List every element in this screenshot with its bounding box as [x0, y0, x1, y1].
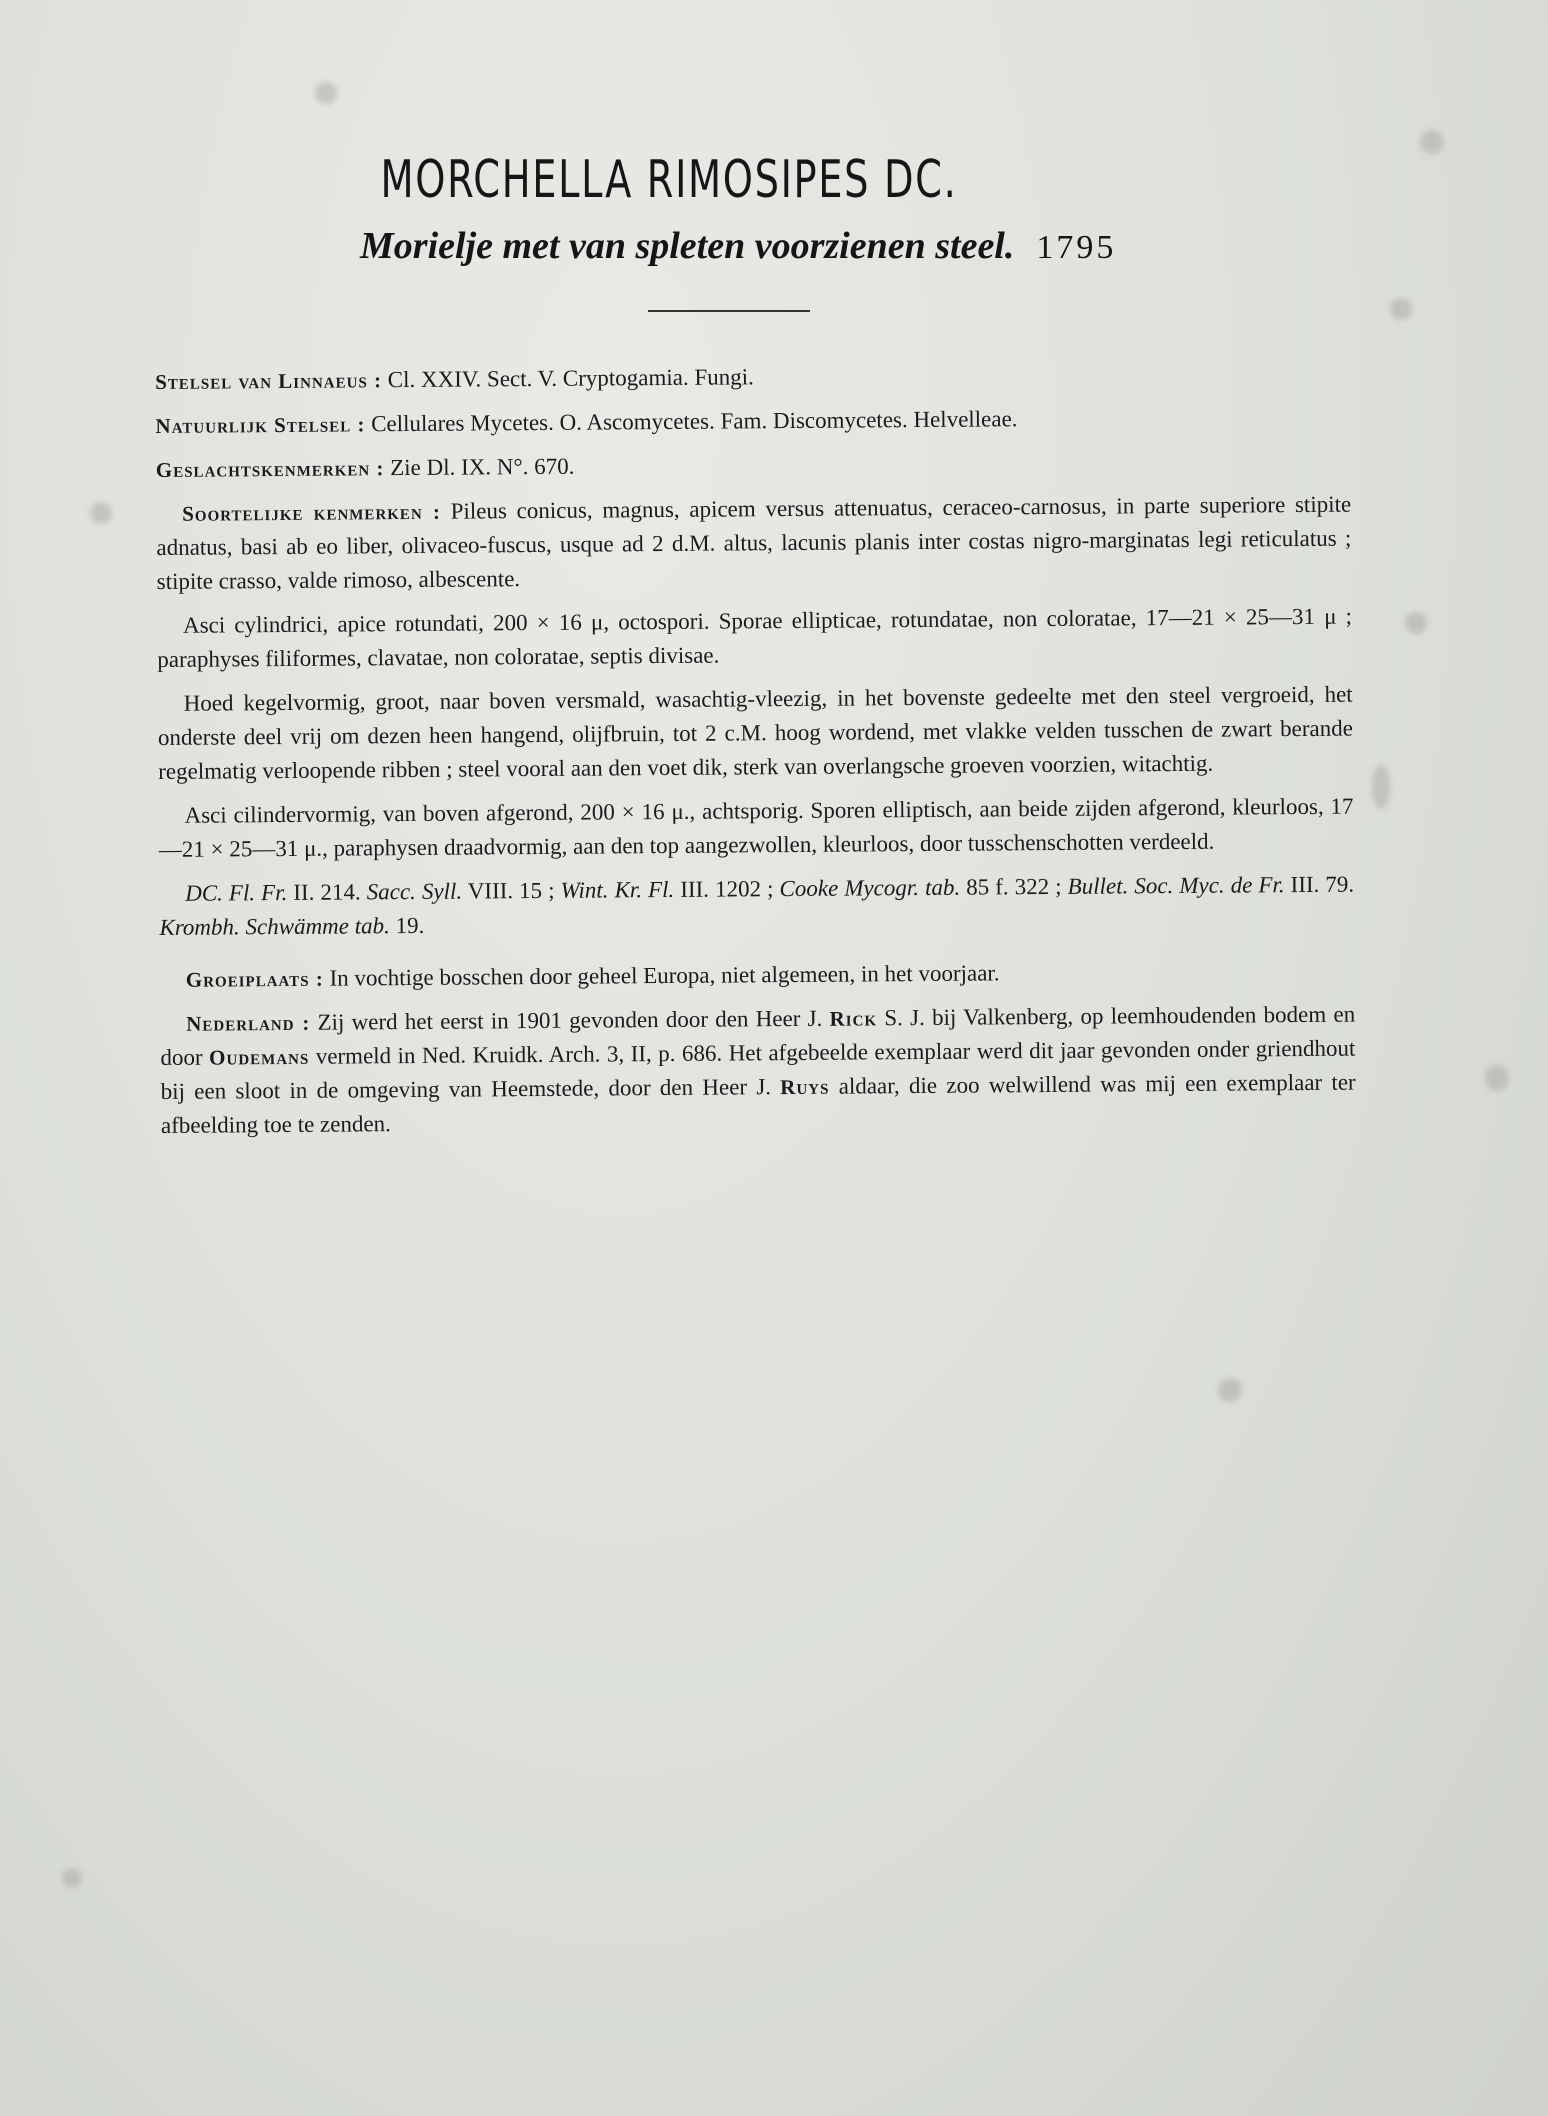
hoed-dutch-paragraph: Hoed kegelvormig, groot, naar boven versmald, wasachtig-vleezig, in het bovenste gedeelte met den steel vergroeid, het onderste deel vrij om dezen heen hangend, olijfbruin, tot 2 c.M. hoog wordend, met vlakke velden tusschen de zwart berande regelmatig verloopende ribben ; steel vooral aan den voet dik, sterk van overlangsche groeven voorzien, witachtig.: [157, 681, 1353, 784]
natuurlijk-stelsel-label: Natuurlijk Stelsel :: [155, 412, 366, 438]
paper-speck: [1372, 765, 1390, 809]
paper-speck: [62, 1868, 82, 1888]
soortelijke-paragraph: [156, 488, 1352, 599]
geslachtskenmerken-label: Geslachtskenmerken :: [155, 456, 385, 482]
reference-title: DC. Fl. Fr.: [185, 879, 288, 906]
page-subtitle: [360, 224, 1260, 268]
paper-speck: [1420, 130, 1444, 154]
reference-value: III. 1202 ;: [674, 876, 780, 902]
reference-title: Wint. Kr. Fl.: [560, 876, 675, 903]
nederland-text: S. J. bij Valkenberg, op leemhoudenden bodem en door: [160, 1001, 1356, 1070]
page-title: MORCHELLA RIMOSIPES DC.: [380, 150, 958, 210]
nederland-label: Nederland :: [186, 1010, 311, 1036]
groeiplaats-label: Groeiplaats :: [185, 966, 324, 992]
reference-value: 85 f. 322 ;: [960, 873, 1062, 900]
references-paragraph: [159, 868, 1354, 945]
stelsel-linnaeus-label: Stelsel van Linnaeus :: [155, 368, 383, 394]
paper-speck: [1405, 612, 1427, 634]
reference-title: Bullet. Soc. Myc. de Fr.: [1067, 872, 1285, 899]
stelsel-linnaeus-text: Cl. XXIV. Sect. V. Cryptogamia. Fungi.: [387, 364, 754, 393]
nederland-text: aldaar, die zoo welwillend was mij een exemplaar ter afbeelding toe te zenden.: [160, 1069, 1356, 1138]
nederland-paragraph: [160, 998, 1356, 1143]
paper-speck: [315, 82, 337, 104]
reference-value: 19.: [389, 912, 425, 939]
reference-title: Sacc. Syll.: [366, 878, 463, 905]
subtitle-text: Morielje met van spleten voorzienen steel.: [360, 225, 1015, 267]
reference-value: VIII. 15 ;: [462, 877, 561, 904]
nederland-text: Zij werd het eerst in 1901 gevonden door den Heer J.: [317, 1005, 830, 1035]
natuurlijk-stelsel-paragraph: [155, 400, 1350, 443]
title-divider: [648, 310, 810, 312]
paper-speck: [1390, 298, 1412, 320]
natuurlijk-stelsel-text: Cellulares Mycetes. O. Ascomycetes. Fam. Discomycetes. Helvelleae.: [371, 406, 1018, 437]
reference-value: III. 79.: [1284, 871, 1355, 898]
paper-speck: [90, 502, 112, 524]
groeiplaats-text: In vochtige bosschen door geheel Europa, niet algemeen, in het voorjaar.: [329, 960, 1000, 991]
person-name: Oudemans: [209, 1044, 310, 1070]
nederland-text: vermeld in Ned. Kruidk. Arch. 3, II, p. 686. Het afgebeelde exemplaar werd dit jaar gevonden onder griendhout bij een sloot in de omgeving van Heemstede, door den Heer J.: [160, 1035, 1356, 1104]
reference-title: Krombh. Schwämme tab.: [159, 913, 390, 940]
description-body: [155, 356, 1356, 1153]
reference-title: Cooke Mycogr. tab.: [779, 874, 961, 902]
soortelijke-text: Pileus conicus, magnus, apicem versus attenuatus, ceraceo-carnosus, in parte superiore stipite adnatus, basi ab eo liber, olivaceo-fuscus, usque ad 2 d.M. altus, lacunis planis inter costas nigro-marginatas legi reticulatus ; stipite crasso, valde rimoso, albescente.: [156, 491, 1352, 594]
asci-dutch-paragraph: Asci cilindervormig, van boven afgerond, 200 × 16 μ., achtsporig. Sporen elliptisch, aan beide zijden afgerond, kleurloos, 17—21 × 25—31 μ., paraphysen draadvormig, aan den top aangezwollen, kleurloos, door tusschenschotten verdeeld.: [158, 793, 1354, 862]
person-name: Rick: [829, 1006, 878, 1031]
paper-speck: [1218, 1378, 1242, 1402]
plate-number: 1795: [1036, 229, 1117, 266]
soortelijke-label: Soortelijke kenmerken :: [182, 499, 442, 526]
geslachtskenmerken-text: Zie Dl. IX. N°. 670.: [390, 453, 575, 481]
paper-speck: [1485, 1065, 1509, 1091]
reference-value: II. 214.: [287, 879, 367, 905]
asci-latin-paragraph: Asci cylindrici, apice rotundati, 200 × 16 μ, octospori. Sporae ellipticae, rotundatae, non coloratae, 17—21 × 25—31 μ ; paraphyses filiformes, clavatae, non coloratae, septis divisae.: [157, 603, 1353, 672]
geslachtskenmerken-paragraph: [156, 444, 1351, 487]
person-name: Ruys: [780, 1074, 830, 1100]
